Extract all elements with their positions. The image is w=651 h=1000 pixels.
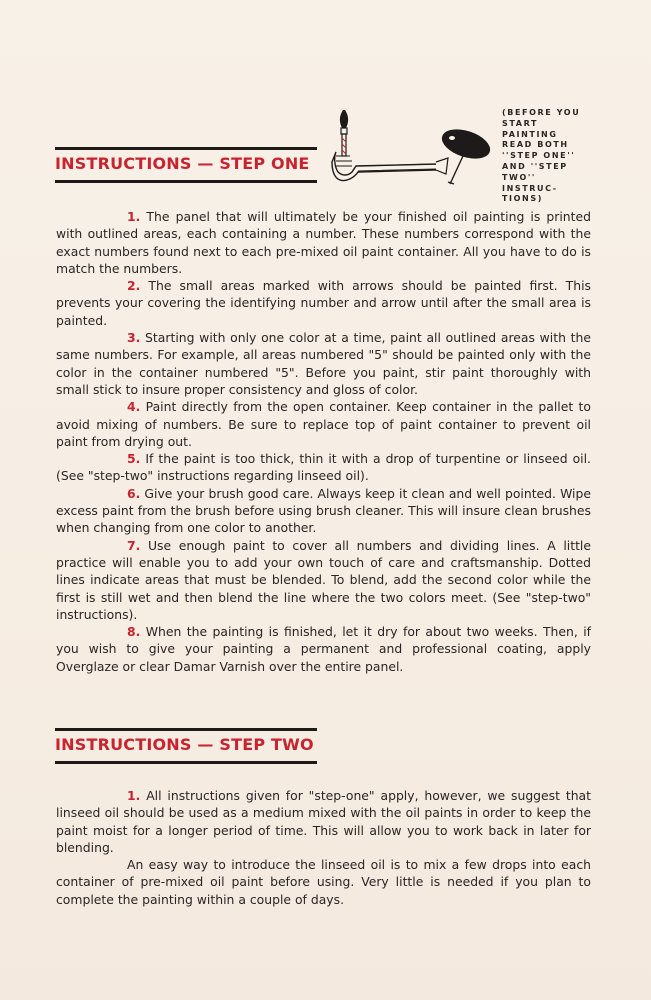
item-number: 2. bbox=[127, 278, 141, 294]
instruction-item bbox=[56, 277, 591, 329]
instruction-item bbox=[56, 787, 591, 856]
item-number: 7. bbox=[127, 537, 141, 553]
item-text: The panel that will ultimately be your finished oil painting is printed with outlined areas, each containing a number. These numbers correspond with the exact numbers found next to each pre-mixed oil paint container. All you have to do is match the numbers. bbox=[56, 209, 591, 276]
item-text: Paint directly from the open container. Keep container in the pallet to avoid mixing of numbers. Be sure to replace top of paint container to prevent oil paint from drying out. bbox=[56, 399, 591, 449]
instruction-item bbox=[56, 856, 591, 908]
item-number: 3. bbox=[127, 330, 141, 346]
instruction-item bbox=[56, 623, 591, 675]
heading-rule-bottom bbox=[55, 180, 317, 183]
item-number: 6. bbox=[127, 485, 141, 501]
item-text: If the paint is too thick, thin it with a drop of turpentine or linseed oil. (See "step-two" instructions regarding linseed oil). bbox=[56, 451, 591, 484]
item-text: All instructions given for "step-one" apply, however, we suggest that linseed oil should be used as a medium mixed with the oil paints in order to keep the paint moist for a longer period of time. This will allow you to work back in later for blending. bbox=[56, 788, 591, 855]
item-text: Use enough paint to cover all numbers and dividing lines. A little practice will enable you to add your own touch of care and craftsmanship. Dotted lines indicate areas that must be blended. To blend, add the second color while the first is still wet and then blend the line where the two colors meet. (See "step-two" instructions). bbox=[56, 537, 591, 622]
item-text: The small areas marked with arrows should be painted first. This prevents your covering the identifying number and arrow until after the small area is painted. bbox=[56, 278, 591, 328]
hand-icon bbox=[332, 152, 448, 181]
before-painting-note: (BEFORE YOU START PAINTING READ BOTH ''STEP ONE'' AND ''STEP TWO'' INSTRUC- TIONS) bbox=[502, 108, 581, 204]
step-one-heading-block bbox=[55, 147, 317, 183]
item-text: Give your brush good care. Always keep it clean and well pointed. Wipe excess paint from the brush before using brush cleaner. This will insure clean brushes when changing from one color to another. bbox=[56, 485, 591, 536]
instruction-item bbox=[56, 537, 591, 623]
instruction-item bbox=[56, 329, 591, 398]
step-two-heading: INSTRUCTIONS — STEP TWO bbox=[55, 735, 314, 754]
item-number: 5. bbox=[127, 451, 141, 467]
step-one-heading: INSTRUCTIONS — STEP ONE bbox=[55, 154, 310, 173]
item-number: 1. bbox=[127, 209, 141, 224]
hand-brush-palette-icon bbox=[328, 108, 498, 188]
item-text: Starting with only one color at a time, paint all outlined areas with the same numbers. For example, all areas numbered "5" should be painted only with the color in the container numbered "5". Before you paint, stir paint thoroughly with small stick to insure proper consistency and gloss of color. bbox=[56, 330, 591, 397]
item-number: 4. bbox=[127, 399, 141, 415]
instruction-item bbox=[56, 398, 591, 450]
instruction-item bbox=[56, 208, 591, 277]
paintbrush-icon bbox=[340, 110, 348, 156]
instruction-item bbox=[56, 450, 591, 485]
item-number: 1. bbox=[127, 788, 141, 803]
item-text: An easy way to introduce the linseed oil is to mix a few drops into each container of pre-mixed oil paint before using. Very little is needed if you plan to complete the painting within a couple of days. bbox=[56, 857, 591, 907]
instruction-item bbox=[56, 485, 591, 537]
step-one-instructions bbox=[56, 208, 591, 675]
heading-rule-bottom bbox=[55, 761, 317, 764]
step-two-heading-block bbox=[55, 728, 317, 764]
palette-icon bbox=[438, 124, 494, 184]
step-two-instructions bbox=[56, 787, 591, 908]
item-number: 8. bbox=[127, 624, 141, 640]
item-text: When the painting is finished, let it dry for about two weeks. Then, if you wish to give your painting a permanent and professional coating, apply Overglaze or clear Damar Varnish over the entire panel. bbox=[56, 624, 591, 674]
